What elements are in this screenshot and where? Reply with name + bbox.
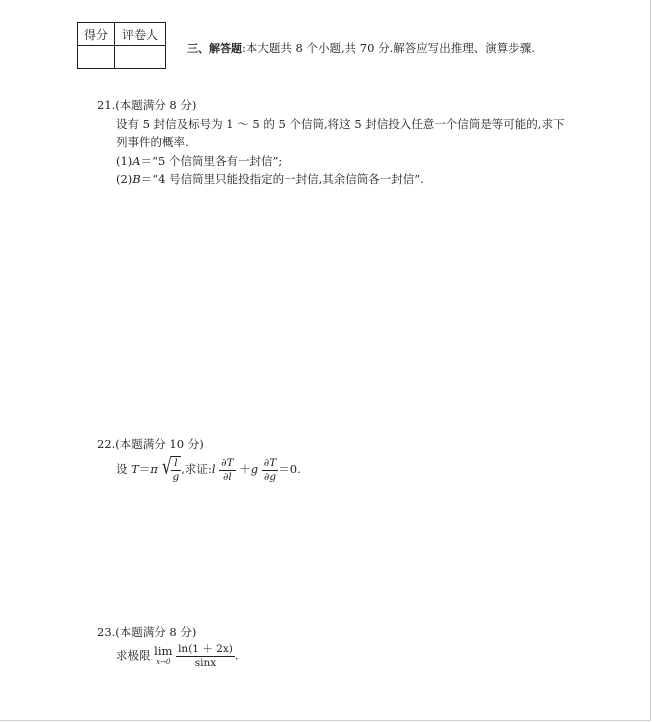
q23-limit	[154, 643, 173, 668]
score-cell[interactable]	[78, 46, 115, 69]
q22-dT-den1: ∂l	[222, 470, 232, 483]
q21-line2: 列事件的概率.	[116, 135, 189, 149]
q22-eq: ＝	[138, 462, 151, 476]
q23-lim: lim	[154, 643, 173, 658]
q22-g: g	[250, 462, 259, 476]
q23-formula	[116, 643, 239, 670]
q22-dT-num1: ∂T	[221, 456, 234, 469]
q22-sqrt-den: g	[172, 471, 180, 483]
q21-header: 21.(本题满分 8 分)	[97, 98, 197, 112]
q21-part1-text: ＝“5 个信筒里各有一封信”;	[140, 154, 283, 168]
q21-part2-var: B	[132, 172, 141, 186]
q22-plus: ＋	[239, 462, 251, 476]
q22-partial-l	[219, 457, 235, 484]
section-heading	[187, 40, 535, 56]
q23-num: ln(1 ＋ 2x)	[178, 643, 233, 655]
q23-header: 23.(本题满分 8 分)	[97, 625, 197, 639]
q21-line1: 设有 5 封信及标号为 1 ～ 5 的 5 个信筒,将这 5 封信投入任意一个信筒是等可能的,求下	[116, 117, 565, 131]
q22-sqrt	[162, 456, 182, 484]
grader-cell[interactable]	[115, 46, 166, 69]
q21-part2-prefix: (2)	[116, 172, 133, 186]
q22-pi: π	[150, 462, 158, 476]
q22-l: l	[211, 462, 216, 476]
q22-prove: ,求证:	[181, 462, 212, 476]
q23-lim-sub: x→0	[156, 657, 171, 666]
score-label: 得分	[78, 23, 115, 46]
q23-den: sinx	[194, 657, 217, 669]
q22-sqrt-num: l	[171, 457, 182, 471]
q21-part2	[116, 171, 424, 187]
section-title: 三、解答题	[187, 42, 242, 55]
q21-part1-prefix: (1)	[116, 154, 133, 168]
q21-part2-text: ＝“4 号信筒里只能投指定的一封信,其余信筒各一封信”.	[140, 172, 424, 186]
q22-dT-den2: ∂g	[263, 470, 277, 483]
q21-part1	[116, 153, 282, 169]
q22-header: 22.(本题满分 10 分)	[97, 437, 204, 451]
q22-partial-g	[262, 457, 278, 484]
q23-fraction	[176, 643, 235, 670]
q23-end: .	[234, 648, 239, 663]
q22-formula	[116, 456, 301, 484]
section-instructions: :本大题共 8 个小题,共 70 分.解答应写出推理、演算步骤.	[242, 41, 535, 55]
score-table	[77, 22, 166, 69]
q21-part1-var: A	[132, 154, 141, 168]
radical-sign: √	[161, 455, 172, 480]
q22-sqrt-fraction	[171, 457, 182, 484]
grader-label: 评卷人	[115, 23, 166, 46]
q22-T: T	[131, 462, 139, 476]
q22-result: ＝0.	[278, 462, 301, 476]
q22-dT-num2: ∂T	[263, 456, 277, 469]
q22-lead: 设	[116, 462, 132, 476]
q23-lead: 求极限	[116, 648, 151, 663]
